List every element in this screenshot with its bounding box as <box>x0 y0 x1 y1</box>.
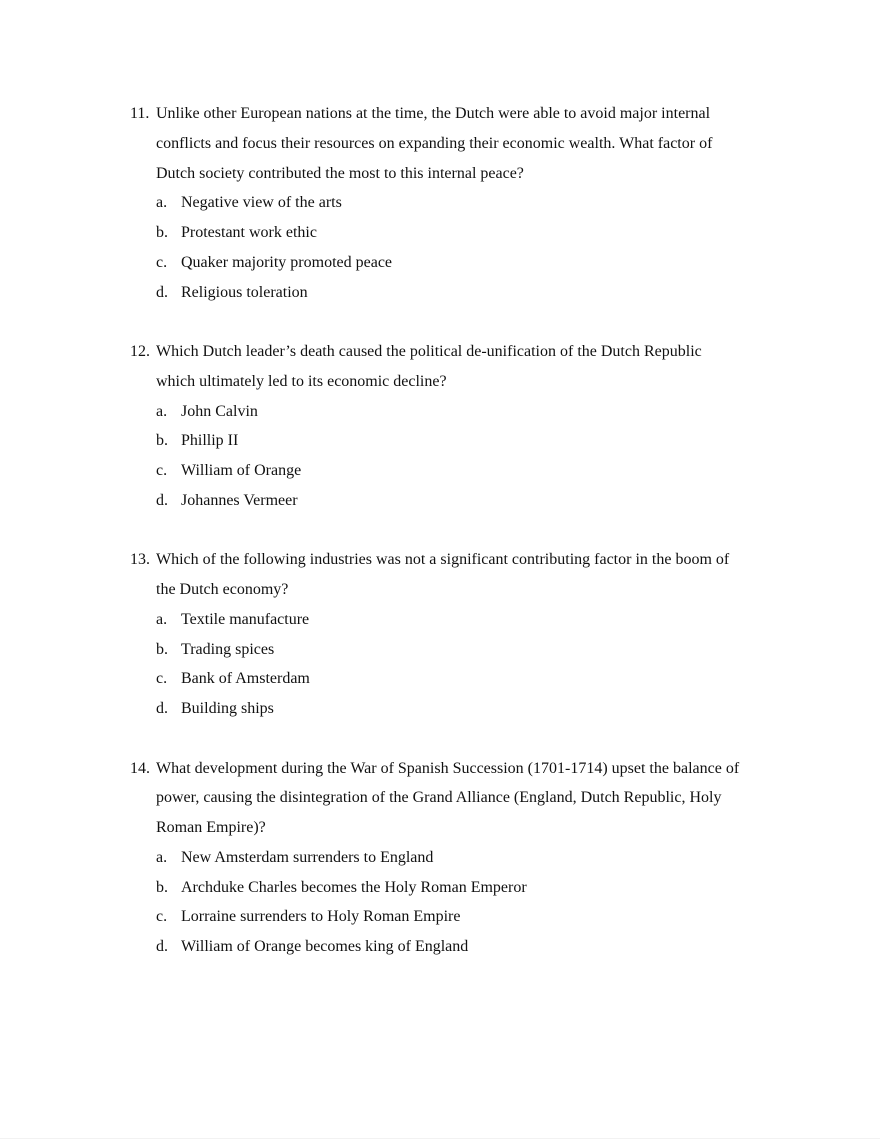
question-text-line: power, causing the disintegration of the Grand Alliance (England, Dutch Republic, Holy <box>156 789 722 807</box>
option-letter: b. <box>156 878 168 896</box>
answer-option <box>0 605 880 635</box>
question-text <box>156 337 880 397</box>
question-text-line: What development during the War of Spanish Succession (1701-1714) upset the balance of <box>156 759 740 777</box>
question-text-line: the Dutch economy? <box>156 581 289 598</box>
option-text: Protestant work ethic <box>181 224 317 241</box>
document-page <box>0 99 880 992</box>
option-letter: b. <box>156 432 168 450</box>
answer-option <box>0 635 880 665</box>
option-text: New Amsterdam surrenders to England <box>181 848 434 866</box>
answer-option <box>0 426 880 456</box>
answer-option <box>0 843 880 873</box>
question-text-line: Which of the following industries was not a significant contributing factor in the boom of <box>156 551 730 569</box>
question-12 <box>0 337 880 516</box>
question-13 <box>0 545 880 724</box>
question-text-line: conflicts and focus their resources on expanding their economic wealth. What factor of <box>156 134 713 152</box>
answer-option <box>0 218 880 248</box>
option-letter: b. <box>156 640 168 658</box>
option-text: Building ships <box>181 700 274 717</box>
answer-option <box>0 932 880 962</box>
answer-option <box>0 902 880 932</box>
answer-option <box>0 873 880 903</box>
option-text: Phillip II <box>181 432 239 450</box>
answer-option <box>0 486 880 516</box>
option-text: Bank of Amsterdam <box>181 670 310 688</box>
option-letter: c. <box>156 462 168 479</box>
answer-option <box>0 397 880 427</box>
option-text: John Calvin <box>181 402 258 420</box>
option-text: Religious toleration <box>181 283 308 301</box>
option-letter: a. <box>156 194 168 212</box>
option-letter: c. <box>156 908 168 926</box>
option-text: Johannes Vermeer <box>181 491 298 509</box>
answer-option <box>0 188 880 218</box>
answer-option <box>0 248 880 278</box>
answer-option <box>0 278 880 308</box>
option-letter: c. <box>156 670 168 688</box>
option-letter: a. <box>156 848 168 866</box>
question-11 <box>0 99 880 307</box>
option-text: Negative view of the arts <box>181 194 342 212</box>
answer-option <box>0 456 880 486</box>
option-letter: a. <box>156 402 168 420</box>
question-text-line: Unlike other European nations at the time, the Dutch were able to avoid major internal <box>156 105 711 122</box>
option-text: Trading spices <box>181 640 275 658</box>
question-text-line: Which Dutch leader’s death caused the political de-unification of the Dutch Republic <box>156 343 702 360</box>
option-text: Archduke Charles becomes the Holy Roman Emperor <box>181 878 527 896</box>
question-text <box>156 754 880 843</box>
option-text: William of Orange <box>181 462 302 479</box>
answer-option <box>0 694 880 724</box>
option-text: William of Orange becomes king of England <box>181 938 469 955</box>
option-letter: d. <box>156 700 168 717</box>
question-text-line: Roman Empire)? <box>156 819 266 836</box>
option-letter: a. <box>156 610 168 628</box>
option-text: Lorraine surrenders to Holy Roman Empire <box>181 908 461 926</box>
question-text-line: which ultimately led to its economic decline? <box>156 372 447 390</box>
option-text: Textile manufacture <box>181 610 310 628</box>
option-letter: d. <box>156 491 168 509</box>
question-text-line: Dutch society contributed the most to this internal peace? <box>156 164 524 182</box>
option-letter: d. <box>156 938 168 955</box>
question-text <box>156 99 880 188</box>
option-letter: b. <box>156 224 168 241</box>
question-number: 14. <box>130 759 150 777</box>
answer-option <box>0 664 880 694</box>
option-letter: d. <box>156 283 168 301</box>
question-text <box>156 545 880 605</box>
option-letter: c. <box>156 253 168 271</box>
option-text: Quaker majority promoted peace <box>181 253 393 271</box>
question-14 <box>0 754 880 962</box>
question-number: 12. <box>130 343 150 360</box>
question-number: 13. <box>130 551 150 569</box>
question-number: 11. <box>130 105 150 122</box>
